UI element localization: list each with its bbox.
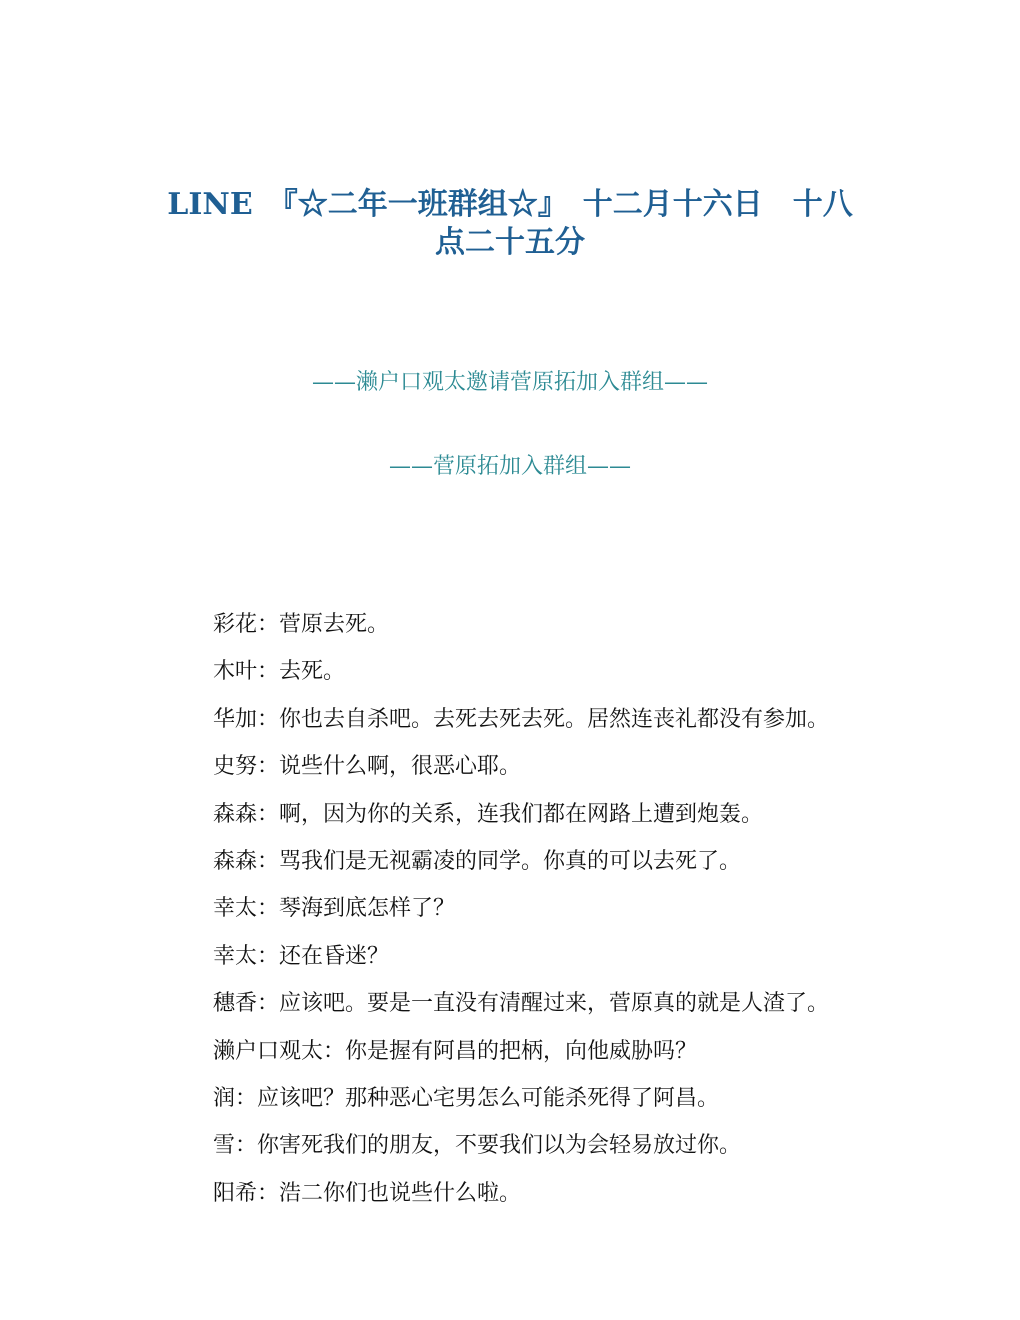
chat-title [110, 186, 910, 262]
message-text: 应该吧。要是一直没有清醒过来，菅原真的就是人渣了。 [279, 991, 830, 1017]
message-speaker: 森森 [212, 801, 257, 827]
message-text: 去死。 [279, 659, 346, 685]
message-speaker: 雪 [212, 1133, 235, 1159]
message-text: 说些什么啊，很恶心耶。 [279, 754, 522, 780]
message-text: 你是握有阿昌的把柄，向他威胁吗？ [345, 1038, 698, 1064]
message-separator: ： [256, 754, 279, 780]
message-text: 啊，因为你的关系，连我们都在网路上遭到炮轰。 [279, 801, 764, 827]
message-separator: ： [256, 612, 279, 637]
message-speaker: 濑户口观太 [212, 1038, 323, 1064]
chat-title-line-2: 点二十五分 [435, 225, 585, 260]
system-notice-invite: ——濑户口观太邀请菅原拓加入群组—— [311, 370, 708, 395]
message-text: 琴海到底怎样了？ [279, 896, 456, 922]
message-separator: ： [256, 991, 279, 1017]
system-notice-join: ——菅原拓加入群组—— [388, 454, 631, 479]
message-text: 菅原去死。 [279, 612, 390, 637]
message-separator: ： [256, 801, 279, 827]
message-speaker: 木叶 [212, 659, 257, 685]
message-speaker: 华加 [212, 706, 257, 732]
message-separator: ： [256, 896, 279, 922]
message-text: 浩二你们也说些什么啦。 [279, 1180, 522, 1206]
chat-message [171, 583, 951, 637]
message-text: 骂我们是无视霸凌的同学。你真的可以去死了。 [279, 848, 742, 874]
message-speaker: 阳希 [212, 1180, 257, 1206]
message-text: 你也去自杀吧。去死去死去死。居然连丧礼都没有参加。 [279, 706, 830, 732]
message-text: 还在昏迷？ [279, 943, 390, 969]
message-speaker: 史努 [212, 754, 257, 780]
message-speaker: 森森 [212, 848, 257, 874]
chat-log [171, 583, 951, 1206]
message-speaker: 彩花 [212, 612, 257, 637]
message-text: 你害死我们的朋友，不要我们以为会轻易放过你。 [257, 1133, 742, 1159]
message-text: 应该吧？那种恶心宅男怎么可能杀死得了阿昌。 [257, 1085, 720, 1111]
message-speaker: 幸太 [212, 943, 257, 969]
message-speaker: 润 [212, 1085, 235, 1111]
message-separator: ： [322, 1038, 345, 1064]
message-separator: ： [256, 1180, 279, 1206]
chat-title-line-1: LINE 『☆二年一班群组☆』 十二月十六日 十八 [167, 187, 853, 222]
message-speaker: 幸太 [212, 896, 257, 922]
message-speaker: 穗香 [212, 991, 257, 1017]
message-separator: ： [234, 1085, 257, 1111]
message-separator: ： [256, 659, 279, 685]
message-separator: ： [256, 848, 279, 874]
message-separator: ： [256, 706, 279, 732]
message-separator: ： [256, 943, 279, 969]
message-separator: ： [234, 1133, 257, 1159]
